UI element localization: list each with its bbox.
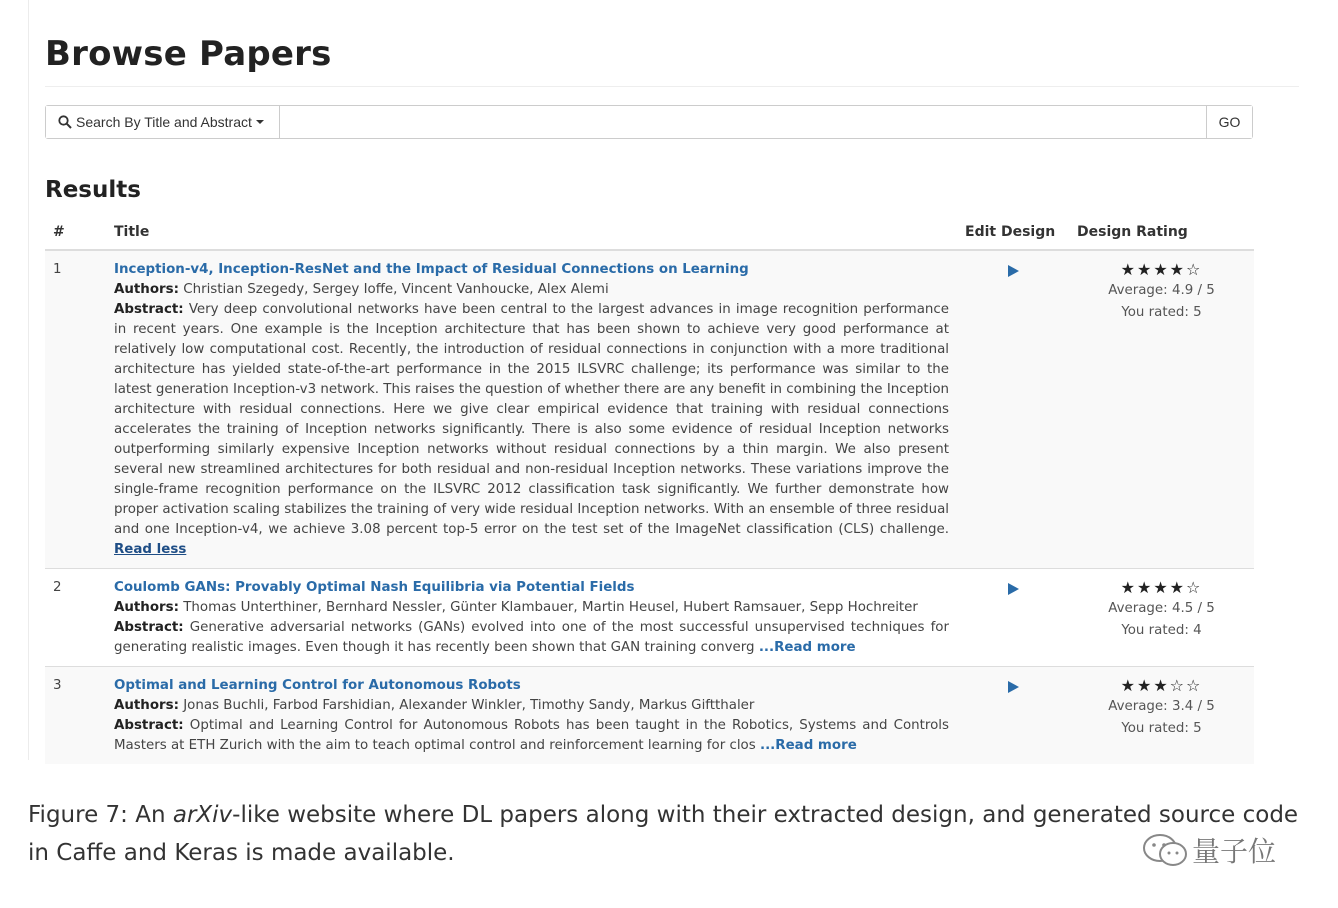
abstract-block: [114, 716, 949, 756]
abstract-block: [114, 300, 949, 560]
play-icon[interactable]: [1008, 681, 1019, 693]
average-rating: Average: 4.5 / 5: [1108, 601, 1215, 616]
star-filled-icon[interactable]: ★: [1153, 260, 1170, 279]
caption-suffix: -like website where DL papers along with their extracted design, and generated source code in Caffe and Keras is made available.: [28, 802, 1299, 866]
row-number: 1: [45, 250, 106, 569]
authors-label: Authors:: [114, 698, 179, 713]
authors-line: [114, 696, 949, 716]
read-less-link[interactable]: Read less: [114, 542, 187, 557]
star-rating: [1077, 578, 1246, 598]
table-header-row: [45, 218, 1254, 250]
column-header-title: Title: [106, 218, 957, 250]
results-table: [45, 218, 1254, 764]
paper-title-link[interactable]: Coulomb GANs: Provably Optimal Nash Equilibria via Potential Fields: [114, 580, 635, 595]
wechat-icon: [1140, 832, 1192, 868]
authors-text: Christian Szegedy, Sergey Ioffe, Vincent Vanhoucke, Alex Alemi: [183, 282, 609, 297]
user-rating: You rated: 5: [1121, 305, 1202, 320]
paper-cell: [106, 250, 957, 569]
edit-design-cell: [957, 667, 1069, 765]
paper-title-link[interactable]: Inception-v4, Inception-ResNet and the Impact of Residual Connections on Learning: [114, 262, 749, 277]
page-title: Browse Papers: [45, 34, 332, 74]
go-button[interactable]: GO: [1206, 106, 1252, 138]
abstract-label: Abstract:: [114, 620, 184, 635]
star-rating: [1077, 260, 1246, 280]
column-header-num: #: [45, 218, 106, 250]
caret-down-icon: [256, 120, 264, 124]
play-icon[interactable]: [1008, 265, 1019, 277]
authors-line: [114, 598, 949, 618]
caption-emphasis: arXiv: [172, 802, 233, 828]
star-filled-icon[interactable]: ★: [1136, 578, 1154, 597]
authors-text: Thomas Unterthiner, Bernhard Nessler, Günter Klambauer, Martin Heusel, Hubert Ramsauer, Sepp Hochreiter: [183, 600, 918, 615]
rating-cell: [1069, 250, 1254, 569]
row-number: 3: [45, 667, 106, 765]
average-rating: Average: 4.9 / 5: [1108, 283, 1215, 298]
table-row: [45, 667, 1254, 765]
star-rating: [1077, 676, 1246, 696]
read-more-link[interactable]: ...Read more: [760, 738, 857, 753]
abstract-label: Abstract:: [114, 718, 184, 733]
divider: [45, 86, 1299, 87]
table-row: [45, 250, 1254, 569]
star-filled-icon[interactable]: ★: [1169, 578, 1187, 597]
authors-text: Jonas Buchli, Farbod Farshidian, Alexander Winkler, Timothy Sandy, Markus Giftthaler: [183, 698, 755, 713]
figure-caption: [28, 796, 1318, 872]
average-rating: Average: 3.4 / 5: [1108, 699, 1215, 714]
search-input[interactable]: [280, 106, 1206, 138]
star-empty-icon[interactable]: ☆: [1186, 578, 1203, 597]
star-filled-icon[interactable]: ★: [1120, 260, 1137, 279]
read-more-link[interactable]: ...Read more: [758, 640, 856, 655]
authors-line: [114, 280, 949, 300]
abstract-label: Abstract:: [114, 302, 184, 317]
search-icon: [58, 115, 72, 129]
star-filled-icon[interactable]: ★: [1120, 676, 1137, 695]
search-type-dropdown[interactable]: [46, 106, 280, 138]
star-filled-icon[interactable]: ★: [1169, 260, 1187, 279]
star-filled-icon[interactable]: ★: [1153, 676, 1170, 695]
star-empty-icon[interactable]: ☆: [1186, 260, 1203, 279]
column-header-design-rating: Design Rating: [1069, 218, 1254, 250]
caption-prefix: Figure 7: An: [28, 802, 173, 828]
abstract-text: Very deep convolutional networks have been central to the largest advances in image recognition performance in recent years. One example is the Inception architecture that has been shown to achieve very good performance at relatively low computational cost. Recently, the introduction of residual connections in conjunction with a more traditional architecture has yielded state-of-the-art performance in the 2015 ILSVRC challenge; its performance was similar to the latest generation Inception-v3 network. This raises the question of whether there are any benefit in combining the Inception architecture with residual connections. Here we give clear empirical evidence that training with residual connections accelerates the training of Inception networks significantly. There is also some evidence of residual Inception networks outperforming similarly expensive Inception networks without residual connections by a thin margin. We also present several new streamlined architectures for both residual and non-residual Inception networks. These variations improve the single-frame recognition performance on the ILSVRC 2012 classification task significantly. We further demonstrate how proper activation scaling stabilizes the training of very wide residual Inception networks. With an ensemble of three residual and one Inception-v4, we achieve 3.08 percent top-5 error on the test set of the ImageNet classification (CLS) challenge.: [114, 302, 949, 537]
star-filled-icon[interactable]: ★: [1136, 676, 1154, 695]
rating-cell: [1069, 569, 1254, 667]
star-empty-icon[interactable]: ☆: [1186, 676, 1203, 695]
paper-cell: [106, 569, 957, 667]
edit-design-cell: [957, 569, 1069, 667]
abstract-text: Optimal and Learning Control for Autonomous Robots has been taught in the Robotics, Systems and Controls Masters at ETH Zurich with the aim to teach optimal control and reinforcement learning for clos: [114, 718, 949, 753]
watermark-text: 量子位: [1192, 835, 1277, 868]
search-type-label: Search By Title and Abstract: [76, 114, 252, 130]
star-filled-icon[interactable]: ★: [1136, 260, 1154, 279]
abstract-text: Generative adversarial networks (GANs) evolved into one of the most successful unsupervised techniques for generating realistic images. Even though it has recently been shown that GAN training converg: [114, 620, 949, 655]
search-bar: [45, 105, 1253, 139]
watermark: [1140, 830, 1276, 870]
authors-label: Authors:: [114, 600, 179, 615]
results-heading: Results: [45, 177, 141, 203]
abstract-block: [114, 618, 949, 658]
play-icon[interactable]: [1008, 583, 1019, 595]
user-rating: You rated: 4: [1121, 623, 1202, 638]
authors-label: Authors:: [114, 282, 179, 297]
paper-title-link[interactable]: Optimal and Learning Control for Autonomous Robots: [114, 678, 521, 693]
paper-cell: [106, 667, 957, 765]
star-filled-icon[interactable]: ★: [1153, 578, 1170, 597]
table-row: [45, 569, 1254, 667]
star-filled-icon[interactable]: ★: [1120, 578, 1137, 597]
column-header-edit-design: Edit Design: [957, 218, 1069, 250]
row-number: 2: [45, 569, 106, 667]
user-rating: You rated: 5: [1121, 721, 1202, 736]
rating-cell: [1069, 667, 1254, 765]
edit-design-cell: [957, 250, 1069, 569]
star-empty-icon[interactable]: ☆: [1169, 676, 1187, 695]
